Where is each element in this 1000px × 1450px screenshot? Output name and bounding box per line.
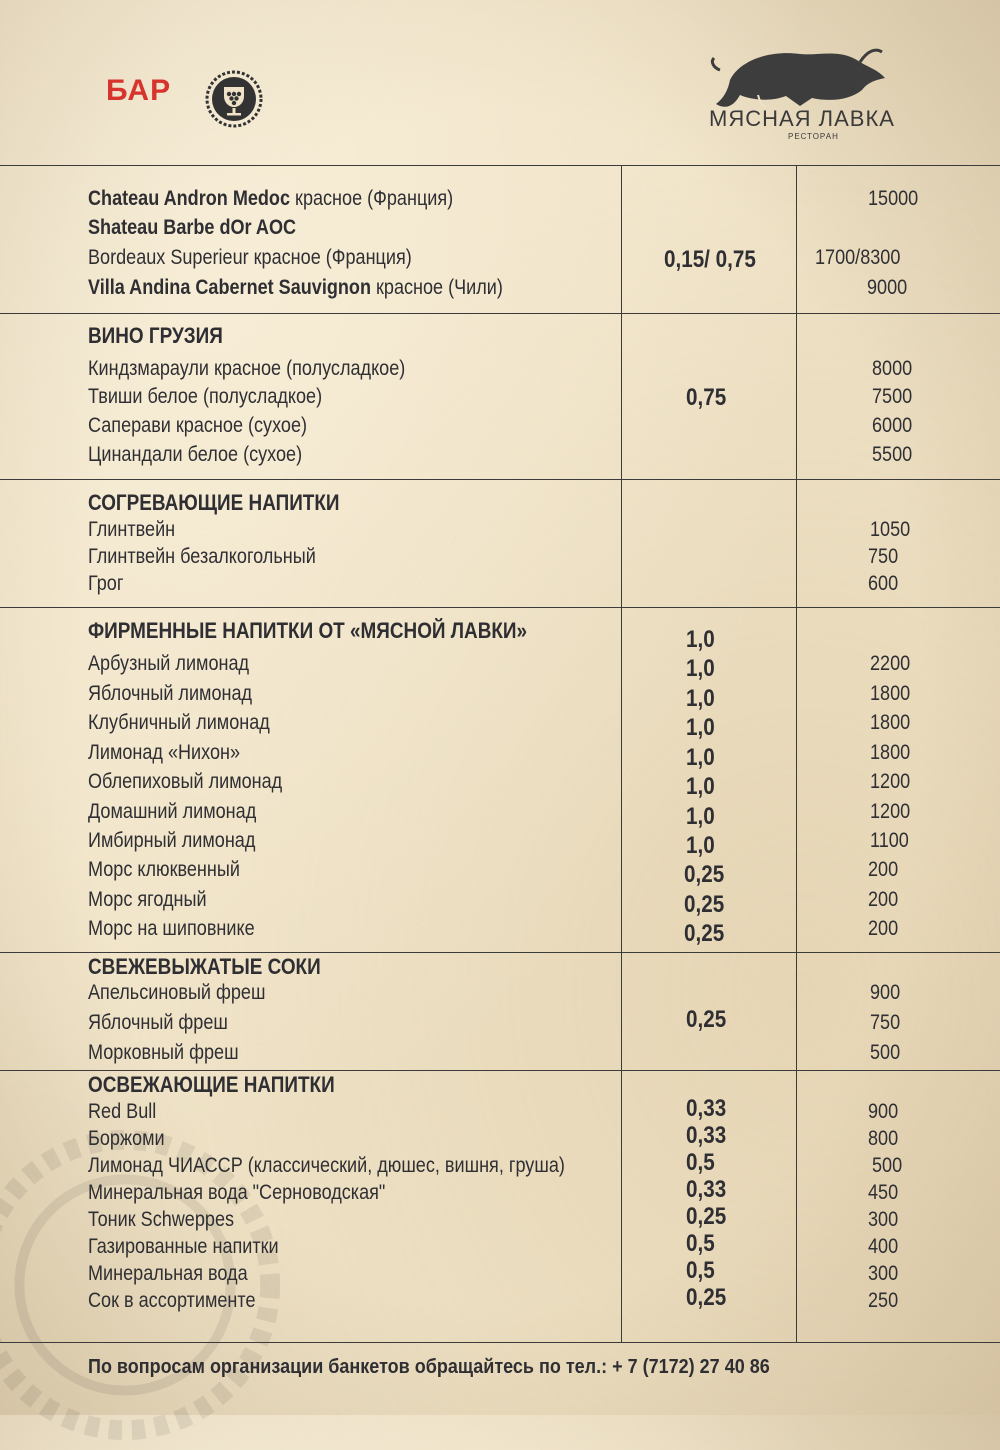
price-value: 200 — [868, 888, 899, 911]
price-value: 250 — [868, 1289, 899, 1312]
section-heading: СОГРЕВАЮЩИЕ НАПИТКИ — [88, 490, 340, 515]
volume-value: 0,5 — [686, 1257, 715, 1284]
table-bottom-border — [0, 1342, 1000, 1343]
price-value: 1050 — [870, 518, 911, 541]
price-value: 1800 — [870, 682, 911, 705]
volume-value: 1,0 — [686, 626, 715, 653]
volume-value: 0,25 — [686, 1006, 727, 1033]
list-item: Лимонад ЧИАССР (классический, дюшес, вишня, груша) — [88, 1154, 565, 1177]
volume-value: 1,0 — [686, 832, 715, 859]
volume-value: 0,5 — [686, 1230, 715, 1257]
price-value: 800 — [868, 1127, 899, 1150]
volume-value: 0,75 — [686, 384, 727, 411]
volume-value: 0,33 — [686, 1122, 727, 1149]
volume-value: 0,5 — [686, 1149, 715, 1176]
footer-contact: По вопросам организации банкетов обращайтесь по тел.: + 7 (7172) 27 40 86 — [88, 1356, 770, 1378]
table-top-border — [0, 165, 1000, 166]
section-heading: ОСВЕЖАЮЩИЕ НАПИТКИ — [88, 1072, 335, 1097]
section-heading: СВЕЖЕВЫЖАТЫЕ СОКИ — [88, 954, 321, 979]
price-value: 1800 — [870, 741, 911, 764]
list-item: Тоник Schweppes — [88, 1208, 235, 1231]
price-value: 900 — [870, 981, 901, 1004]
list-item: Shateau Barbe dOr AOC — [88, 216, 297, 239]
price-value: 2200 — [870, 652, 911, 675]
volume-value: 0,25 — [684, 891, 725, 918]
list-item: Саперави красное (сухое) — [88, 414, 308, 437]
volume-value: 1,0 — [686, 773, 715, 800]
list-item: Минеральная вода — [88, 1262, 248, 1285]
price-value: 400 — [868, 1235, 899, 1258]
logo-name: МЯСНАЯ ЛАВКА — [709, 106, 895, 131]
list-item: Апельсиновый фреш — [88, 981, 266, 1004]
price-value: 9000 — [867, 276, 908, 299]
price-value: 200 — [868, 858, 899, 881]
volume-value: 0,25 — [686, 1284, 727, 1311]
list-item: Арбузный лимонад — [88, 652, 250, 675]
price-value: 1200 — [870, 800, 911, 823]
price-value: 1200 — [870, 770, 911, 793]
list-item: Морс клюквенный — [88, 858, 240, 881]
volume-value: 0,15/ 0,75 — [664, 246, 756, 273]
price-value: 200 — [868, 917, 899, 940]
list-item: Цинандали белое (сухое) — [88, 443, 303, 466]
logo-subtitle: РЕСТОРАН — [788, 132, 839, 141]
list-item: Морс ягодный — [88, 888, 207, 911]
volume-value: 1,0 — [686, 744, 715, 771]
price-value: 500 — [872, 1154, 903, 1177]
volume-value: 0,25 — [686, 1203, 727, 1230]
list-item: Морковный фреш — [88, 1041, 239, 1064]
page-title: БАР — [106, 74, 172, 107]
volume-value: 1,0 — [686, 685, 715, 712]
price-value: 1700/8300 — [815, 246, 901, 269]
price-value: 300 — [868, 1208, 899, 1231]
list-item: Грог — [88, 572, 124, 595]
price-value: 5500 — [872, 443, 913, 466]
list-item: Chateau Andron Medoc красное (Франция) — [88, 187, 454, 210]
section-divider — [0, 479, 1000, 480]
list-item: Боржоми — [88, 1127, 165, 1150]
section-divider — [0, 607, 1000, 608]
section-divider — [0, 313, 1000, 314]
price-value: 600 — [868, 572, 899, 595]
price-value: 15000 — [868, 187, 919, 210]
price-value: 450 — [868, 1181, 899, 1204]
list-item: Глинтвейн безалкогольный — [88, 545, 316, 568]
list-item: Газированные напитки — [88, 1235, 279, 1258]
price-value: 500 — [870, 1041, 901, 1064]
list-item: Bordeaux Superieur красное (Франция) — [88, 246, 412, 269]
price-value: 750 — [868, 545, 899, 568]
volume-value: 0,33 — [686, 1176, 727, 1203]
grapes-wine-badge-icon — [205, 70, 263, 128]
list-item: Облепиховый лимонад — [88, 770, 283, 793]
section-heading: ФИРМЕННЫЕ НАПИТКИ ОТ «МЯСНОЙ ЛАВКИ» — [88, 618, 528, 643]
list-item: Клубничный лимонад — [88, 711, 270, 734]
section-divider — [0, 952, 1000, 953]
list-item: Имбирный лимонад — [88, 829, 256, 852]
volume-value: 0,33 — [686, 1095, 727, 1122]
list-item: Villa Andina Cabernet Sauvignon красное (Чили) — [88, 276, 503, 299]
list-item: Яблочный лимонад — [88, 682, 253, 705]
list-item: Лимонад «Нихон» — [88, 741, 241, 764]
list-item: Яблочный фреш — [88, 1011, 228, 1034]
section-divider — [0, 1070, 1000, 1071]
list-item: Твиши белое (полусладкое) — [88, 385, 323, 408]
price-value: 1800 — [870, 711, 911, 734]
list-item: Red Bull — [88, 1100, 157, 1123]
price-value: 300 — [868, 1262, 899, 1285]
volume-value: 1,0 — [686, 655, 715, 682]
price-value: 6000 — [872, 414, 913, 437]
list-item: Киндзмараули красное (полусладкое) — [88, 357, 406, 380]
list-item: Минеральная вода "Серноводская" — [88, 1181, 386, 1204]
list-item: Домашний лимонад — [88, 800, 257, 823]
volume-value: 0,25 — [684, 861, 725, 888]
section-heading: ВИНО ГРУЗИЯ — [88, 323, 223, 348]
column-divider — [796, 165, 797, 1342]
list-item: Морс на шиповнике — [88, 917, 255, 940]
price-value: 750 — [870, 1011, 901, 1034]
price-value: 1100 — [870, 829, 909, 852]
price-value: 900 — [868, 1100, 899, 1123]
volume-value: 0,25 — [684, 920, 725, 947]
volume-value: 1,0 — [686, 714, 715, 741]
price-value: 7500 — [872, 385, 913, 408]
volume-value: 1,0 — [686, 803, 715, 830]
price-value: 8000 — [872, 357, 913, 380]
list-item: Сок в ассортименте — [88, 1289, 256, 1312]
list-item: Глинтвейн — [88, 518, 176, 541]
